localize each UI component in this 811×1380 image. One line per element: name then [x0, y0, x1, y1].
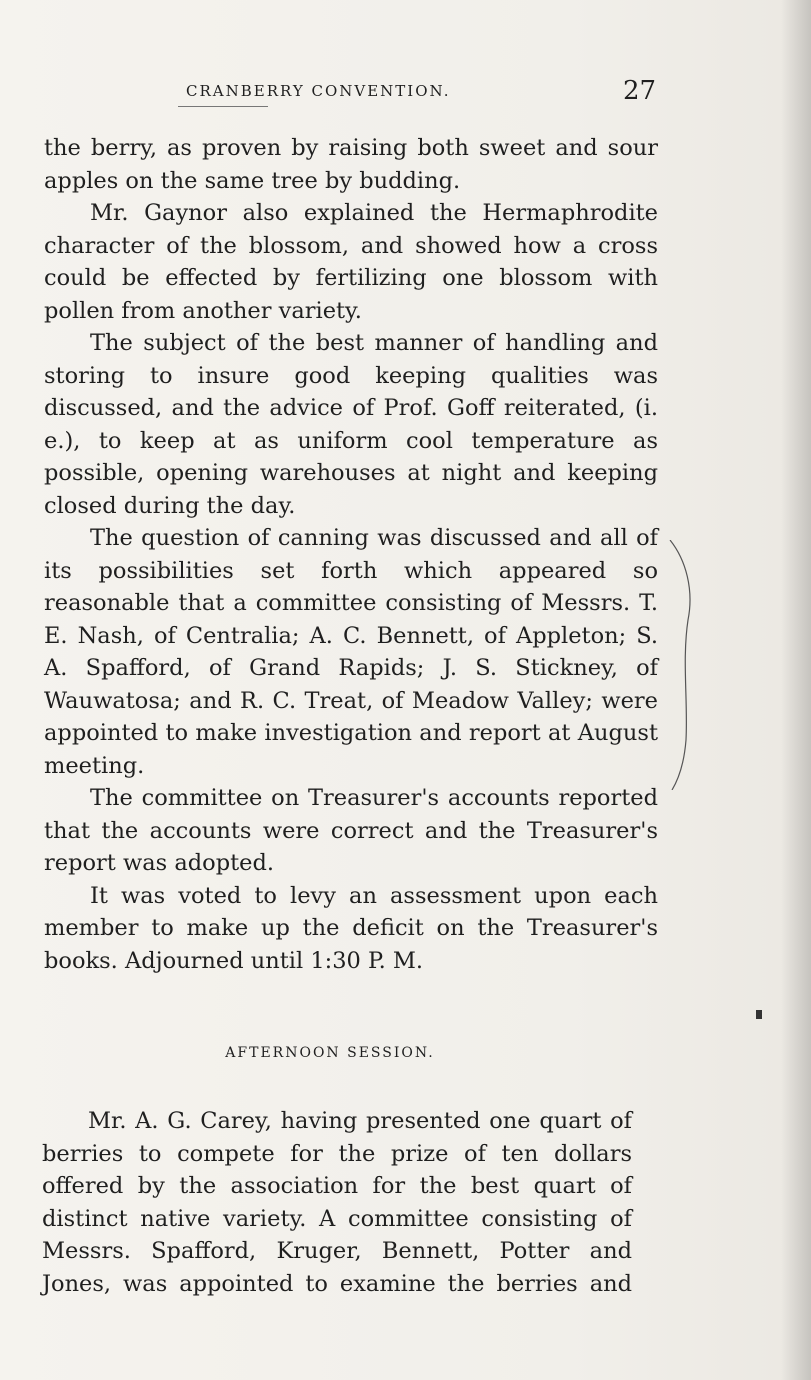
paragraph-carey: Mr. A. G. Carey, having presented one quart of berries to compete for the prize of ten dollars offered by the association for the best quart of distinct native variety. A committee consisting of Messrs. Spafford, Kruger, Bennett, Potter and Jones, was appointed to examine the berries and	[42, 1108, 632, 1297]
paragraph-storing: The subject of the best manner of handling and storing to insure good keeping qualities was discussed, and the advice of Prof. Goff reiterated, (i. e.), to keep at as uniform cool temperature as possible, opening warehouses at night and keeping closed during the day.	[44, 330, 658, 519]
paragraph-hermaphrodite: Mr. Gaynor also explained the Hermaphrodite character of the blossom, and showed how a cross could be effected by fertilizing one blossom with pollen from another variety.	[44, 200, 658, 324]
header-rule	[178, 106, 268, 107]
page-number: 27	[623, 76, 657, 106]
afternoon-text	[42, 1105, 632, 1300]
margin-pencil-bracket	[668, 540, 698, 790]
afternoon-session-heading: AFTERNOON SESSION.	[225, 1045, 435, 1061]
margin-tick-mark	[756, 1010, 762, 1019]
paragraph-assessment: It was voted to levy an assessment upon each member to make up the deficit on the Treasurer's books. Adjourned until 1:30 P. M.	[44, 882, 658, 974]
paragraph-continuation: the berry, as proven by raising both sweet and sour apples on the same tree by budding.	[44, 135, 658, 194]
page-binding-shadow	[781, 0, 811, 1380]
paragraph-treasurer-accounts: The committee on Treasurer's accounts reported that the accounts were correct and the Treasurer's report was adopted.	[44, 785, 658, 876]
running-title: CRANBERRY CONVENTION.	[186, 82, 451, 100]
page-header	[0, 76, 811, 122]
paragraph-canning: The question of canning was discussed and all of its possibilities set forth which appeared so reasonable that a committee consisting of Messrs. T. E. Nash, of Centralia; A. C. Bennett, of Appleton; S. A. Spafford, of Grand Rapids; J. S. Stickney, of Wauwatosa; and R. C. Treat, of Meadow Valley; were appointed to make investigation and report at August meeting.	[44, 525, 658, 779]
main-text	[44, 132, 658, 977]
